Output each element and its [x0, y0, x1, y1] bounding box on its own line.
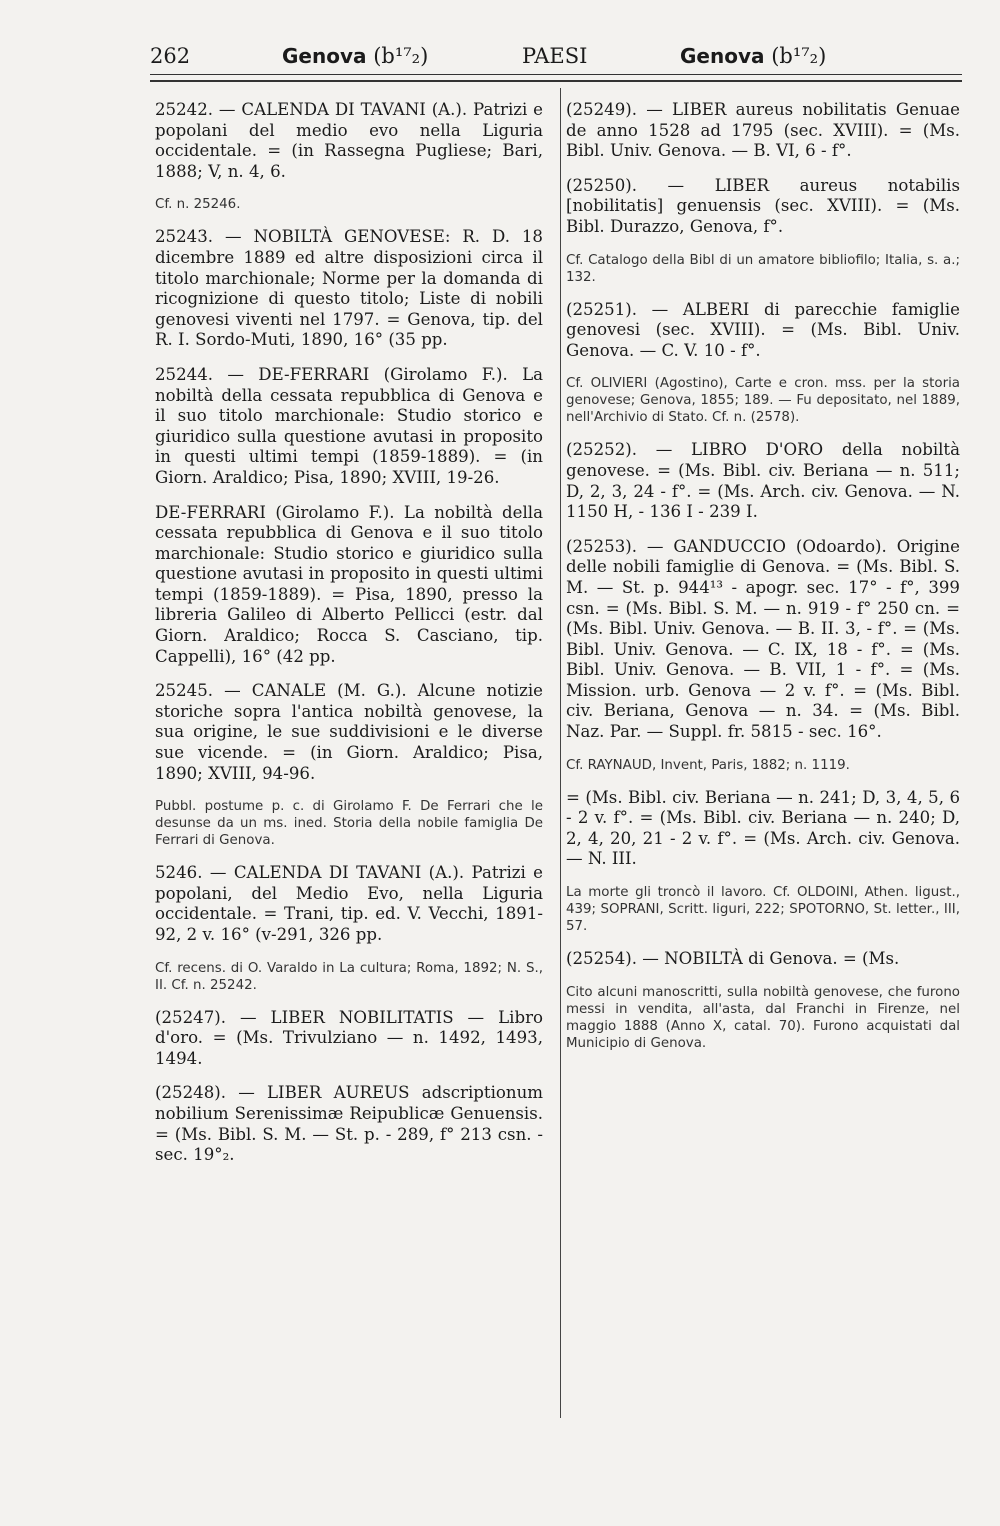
footnote: Cf. OLIVIERI (Agostino), Carte e cron. mss. per la storia genovese; Genova, 1855; 189. — Fu depositato, nel 1889, nell'Archivio di Stato. Cf. n. (2578). — [566, 376, 960, 426]
catalog-entry: 25245. — CANALE (M. G.). Alcune notizie storiche sopra l'antica nobiltà genovese, la sua origine, le sue suddivisioni e le diverse sue vicende. = (in Giorn. Araldico; Pisa, 1890; XVIII, 94-96. — [155, 681, 543, 783]
catalog-entry: (25253). — GANDUCCIO (Odoardo). Origine delle nobili famiglie di Genova. = (Ms. Bibl. S. M. — St. p. 944¹³ - apogr. sec. 17° - f°, 399 csn. = (Ms. Bibl. S. M. — n. 919 - f° 250 cn. = (Ms. Bibl. Univ. Genova. — B. II. 3, - f°. = (Ms. Bibl. Univ. Genova. — C. IX, 18 - f°. = (Ms. Bibl. Univ. Genova. — B. VII, 1 - f°. = (Ms. Mission. urb. Genova — 2 v. f°. = (Ms. Bibl. civ. Beriana, Genova — n. 34. = (Ms. Bibl. Naz. Par. — Suppl. fr. 5815 - sec. 16°. — [566, 536, 960, 742]
header-rule — [150, 74, 962, 75]
page-number: 262 — [150, 44, 191, 68]
left-column — [155, 100, 543, 1180]
catalog-entry: 25243. — NOBILTÀ GENOVESE: R. D. 18 dicembre 1889 ed altre disposizioni circa il titolo marchionale; Norme per la domanda di ricognizione di questo titolo; Liste di nobili genovesi viventi nel 1797. = Genova, tip. del R. I. Sordo-Muti, 1890, 16° (35 pp. — [155, 227, 543, 350]
catalog-entry: (25247). — LIBER NOBILITATIS — Libro d'oro. = (Ms. Trivulziano — n. 1492, 1493, 1494. — [155, 1007, 543, 1068]
catalog-entry: (25251). — ALBERI di parecchie famiglie genovesi (sec. XVIII). = (Ms. Bibl. Univ. Genova. — C. V. 10 - f°. — [566, 299, 960, 360]
catalog-entry: 25244. — DE-FERRARI (Girolamo F.). La nobiltà della cessata repubblica di Genova e il suo titolo marchionale: Studio storico e giuridico sulla questione avutasi in proposito in questi ultimi tempi (1859-1889). = (in Giorn. Araldico; Pisa, 1890; XVIII, 19-26. — [155, 364, 543, 487]
footnote: Cf. RAYNAUD, Invent, Paris, 1882; n. 1119. — [566, 757, 850, 773]
footnote: Cf. n. 25246. — [155, 197, 241, 213]
right-column — [566, 100, 960, 1066]
catalog-entry: 25242. — CALENDA DI TAVANI (A.). Patrizi e popolani del medio evo nella Liguria occidentale. = (in Rassegna Pugliese; Bari, 1888; V, n. 4, 6. — [155, 100, 543, 181]
footnote: Pubbl. postume p. c. di Girolamo F. De Ferrari che le desunse da un ms. ined. Storia della nobile famiglia De Ferrari di Genova. — [155, 799, 543, 849]
catalog-entry: (25248). — LIBER AUREUS adscriptionum nobilium Serenissimæ Reipublicæ Genuensis. = (Ms. Bibl. S. M. — St. p. - 289, f° 213 csn. - sec. 19°₂. — [155, 1083, 543, 1165]
catalog-entry: = (Ms. Bibl. civ. Beriana — n. 241; D, 3, 4, 5, 6 - 2 v. f°. = (Ms. Bibl. civ. Beriana — n. 240; D, 2, 4, 20, 21 - 2 v. f°. = (Ms. Arch. civ. Genova. — N. III. — [566, 787, 960, 869]
header-right-title: Genova (b¹⁷₂) — [680, 44, 827, 68]
footnote: La morte gli troncò il lavoro. Cf. OLDOINI, Athen. ligust., 439; SOPRANI, Scritt. liguri, 222; SPOTORNO, St. letter., III, 57. — [566, 885, 960, 935]
header-rule-thick — [150, 80, 962, 82]
catalog-entry: (25254). — NOBILTÀ di Genova. = (Ms. — [566, 949, 900, 969]
header-center-title: PAESI — [522, 44, 588, 68]
column-divider — [560, 88, 561, 1418]
header-left-title: Genova (b¹⁷₂) — [282, 44, 429, 68]
catalog-entry: DE-FERRARI (Girolamo F.). La nobiltà della cessata repubblica di Genova e il suo titolo marchionale: Studio storico e giuridico sulla questione avutasi in proposito in questi ultimi tempi (1859-1889). = Pisa, 1890, presso la libreria Galileo di Alberto Pellicci (estr. dal Giorn. Araldico; Rocca S. Casciano, tip. Cappelli), 16° (42 pp. — [155, 502, 543, 666]
catalog-entry: 5246. — CALENDA DI TAVANI (A.). Patrizi e popolani, del Medio Evo, nella Liguria occidentale. = Trani, tip. ed. V. Vecchi, 1891-92, 2 v. 16° (v-291, 326 pp. — [155, 863, 543, 944]
catalog-entry: (25249). — LIBER aureus nobilitatis Genuae de anno 1528 ad 1795 (sec. XVIII). = (Ms. Bibl. Univ. Genova. — B. VI, 6 - f°. — [566, 100, 960, 161]
catalog-entry: (25252). — LIBRO D'ORO della nobiltà genovese. = (Ms. Bibl. civ. Beriana — n. 511; D, 2, 3, 24 - f°. = (Ms. Arch. civ. Genova. — N. 1150 H, - 136 I - 239 I. — [566, 440, 960, 522]
catalog-entry: (25250). — LIBER aureus notabilis [nobilitatis] genuensis (sec. XVIII). = (Ms. Bibl. Durazzo, Genova, f°. — [566, 175, 960, 236]
footnote: Cf. Catalogo della Bibl di un amatore bibliofilo; Italia, s. a.; 132. — [566, 252, 960, 285]
footnote: Cf. recens. di O. Varaldo in La cultura; Roma, 1892; N. S., II. Cf. n. 25242. — [155, 960, 543, 993]
footnote: Cito alcuni manoscritti, sulla nobiltà genovese, che furono messi in vendita, all'asta, dal Franchi in Firenze, nel maggio 1888 (Anno X, catal. 70). Furono acquistati dal Municipio di Genova. — [566, 984, 960, 1051]
